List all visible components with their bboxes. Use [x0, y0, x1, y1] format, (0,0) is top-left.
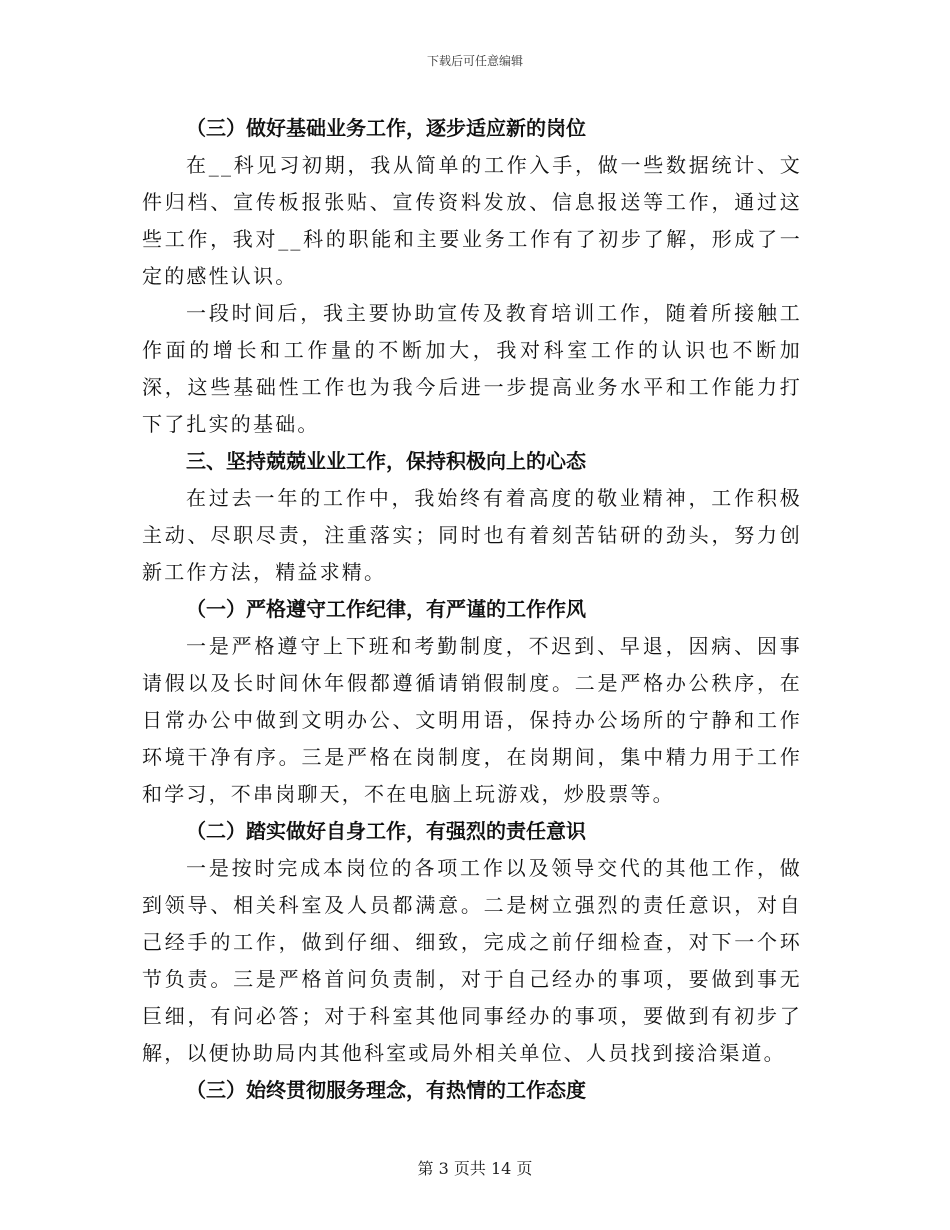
section-heading: （一）严格遵守工作纪律，有严谨的工作作风	[186, 597, 586, 621]
paragraph: 一段时间后，我主要协助宣传及教育培训工作，随着所接触工作面的增长和工作量的不断加大，我对科室工作的认识也不断加深，这些基础性工作也为我今后进一步提高业务水平和工作能力打下了扎实的基础。	[142, 301, 802, 436]
paragraph: 在__科见习初期，我从简单的工作入手，做一些数据统计、文件归档、宣传板报张贴、宣传资料发放、信息报送等工作，通过这些工作，我对__科的职能和主要业务工作有了初步了解，形成了一定的感性认识。	[142, 153, 802, 288]
page-footer: 第 3 页共 14 页	[417, 1159, 533, 1178]
section-heading: 三、坚持兢兢业业工作，保持积极向上的心态	[186, 449, 586, 473]
section-heading: （二）踏实做好自身工作，有强烈的责任意识	[186, 819, 586, 843]
paragraph: 一是按时完成本岗位的各项工作以及领导交代的其他工作，做到领导、相关科室及人员都满意。二是树立强烈的责任意识，对自己经手的工作，做到仔细、细致，完成之前仔细检查，对下一个环节负责。三是严格首问负责制，对于自己经办的事项，要做到事无巨细，有问必答；对于科室其他同事经办的事项，要做到有初步了解，以便协助局内其他科室或局外相关单位、人员找到接洽渠道。	[142, 856, 802, 1065]
page-header: 下载后可任意编辑	[426, 54, 523, 68]
paragraph: 在过去一年的工作中，我始终有着高度的敬业精神，工作积极主动、尽职尽责，注重落实；同时也有着刻苦钻研的劲头，努力创新工作方法，精益求精。	[142, 486, 802, 584]
section-heading: （三）始终贯彻服务理念，有热情的工作态度	[186, 1078, 586, 1102]
section-heading: （三）做好基础业务工作，逐步适应新的岗位	[186, 116, 586, 140]
paragraph: 一是严格遵守上下班和考勤制度，不迟到、早退，因病、因事请假以及长时间休年假都遵循请销假制度。二是严格办公秩序，在日常办公中做到文明办公、文明用语，保持办公场所的宁静和工作环境干净有序。三是严格在岗制度，在岗期间，集中精力用于工作和学习，不串岗聊天，不在电脑上玩游戏，炒股票等。	[142, 634, 802, 806]
document-body	[142, 110, 802, 1109]
